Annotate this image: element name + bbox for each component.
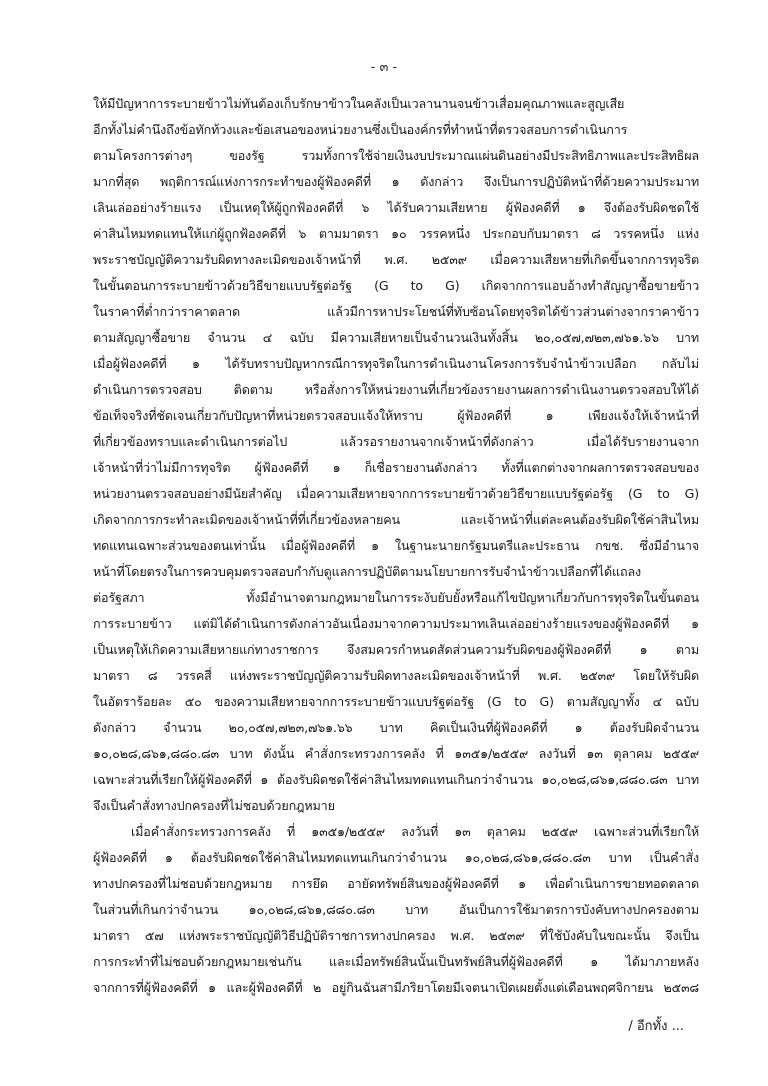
paragraph-line: มาตรา ๕๗ แห่งพระราชบัญญัติวิธีปฏิบัติราชการทางปกครอง พ.ศ. ๒๕๓๙ ที่ใช้บังคับในขณะนั้น จึงเป็น bbox=[93, 928, 699, 943]
paragraph-line: ที่เกี่ยวข้องทราบและดำเนินการต่อไป แล้วรอรายงานจากเจ้าหน้าที่ดังกล่าว เมื่อได้รับรายงานจาก bbox=[93, 434, 699, 449]
paragraph-line: เกิดจากการกระทำละเมิดของเจ้าหน้าที่ที่เกี่ยวข้องหลายคน และเจ้าหน้าที่แต่ละคนต้องรับผิดใช้ค่าสินไหม bbox=[93, 512, 699, 527]
paragraph-line: ในอัตราร้อยละ ๕๐ ของความเสียหายจากการระบายข้าวแบบรัฐต่อรัฐ (G to G) ตามสัญญาทั้ง ๔ ฉบับ bbox=[93, 694, 699, 709]
paragraph-line: ให้มีปัญหาการระบายข้าวไม่ทันต้องเก็บรักษาข้าวในคลังเป็นเวลานานจนข้าวเสื่อมคุณภาพและสูญเสีย bbox=[93, 96, 625, 111]
paragraph-line: หน้าที่โดยตรงในการควบคุมตรวจสอบกำกับดูแลการปฏิบัติตามนโยบายการรับจำนำข้าวเปลือกที่ได้แถลง bbox=[93, 564, 642, 579]
paragraph-line: ข้อเท็จจริงที่ชัดเจนเกี่ยวกับปัญหาที่หน่วยตรวจสอบแจ้งให้ทราบ ผู้ฟ้องคดีที่ ๑ เพียงแจ้งให้เจ้าหน้าที่ bbox=[93, 408, 699, 423]
continuation-note: / อีกทั้ง ... bbox=[628, 1019, 684, 1034]
paragraph-line: อีกทั้งไม่คำนึงถึงข้อทักท้วงและข้อเสนอของหน่วยงานซึ่งเป็นองค์กรที่ทำหน้าที่ตรวจสอบการดำเนินการ bbox=[93, 122, 628, 137]
paragraph-line: การระบายข้าว แต่มิได้ดำเนินการดังกล่าวอันเนื่องมาจากความประมาทเลินเล่ออย่างร้ายแรงของผู้ฟ้องคดีที่ ๑ bbox=[93, 616, 699, 631]
paragraph-line: ดำเนินการตรวจสอบ ติดตาม หรือสั่งการให้หน่วยงานที่เกี่ยวข้องรายงานผลการดำเนินงานตรวจสอบให้ได้ bbox=[93, 382, 699, 397]
paragraph-line: ตามสัญญาซื้อขาย จำนวน ๔ ฉบับ มีความเสียหายเป็นจำนวนเงินทั้งสิ้น ๒๐,๐๕๗,๗๒๓,๗๖๑.๖๖ บาท bbox=[93, 330, 699, 345]
paragraph-line: ตามโครงการต่างๆ ของรัฐ รวมทั้งการใช้จ่ายเงินงบประมาณแผ่นดินอย่างมีประสิทธิภาพและประสิทธิผล bbox=[93, 148, 699, 163]
paragraph-line: ในขั้นตอนการระบายข้าวด้วยวิธีขายแบบรัฐต่อรัฐ (G to G) เกิดจากการแอบอ้างทำสัญญาซื้อขายข้าว bbox=[93, 278, 699, 293]
paragraph-line: พระราชบัญญัติความรับผิดทางละเมิดของเจ้าหน้าที่ พ.ศ. ๒๕๓๙ เมื่อความเสียหายที่เกิดขึ้นจากการทุจริต bbox=[93, 252, 699, 267]
page-number: - ๓ - bbox=[370, 60, 398, 75]
paragraph-line: หน่วยงานตรวจสอบอย่างมีนัยสำคัญ เมื่อความเสียหายจากการระบายข้าวด้วยวิธีขายแบบรัฐต่อรัฐ (G to G) bbox=[93, 486, 699, 501]
paragraph-line: ในส่วนที่เกินกว่าจำนวน ๑๐,๐๒๘,๘๖๑,๘๘๐.๘๓ บาท อันเป็นการใช้มาตรการบังคับทางปกครองตาม bbox=[93, 902, 699, 917]
paragraph-line: มากที่สุด พฤติการณ์แห่งการกระทำของผู้ฟ้องคดีที่ ๑ ดังกล่าว จึงเป็นการปฏิบัติหน้าที่ด้วยความประมาท bbox=[93, 174, 699, 189]
paragraph-line: ในราคาที่ต่ำกว่าราคาตลาด แล้วมีการหาประโยชน์ที่ทับซ้อนโดยทุจริตได้ข้าวส่วนต่างจากราคาข้าว bbox=[93, 304, 699, 319]
paragraph-line: เมื่อผู้ฟ้องคดีที่ ๑ ได้รับทราบปัญหากรณีการทุจริตในการดำเนินงานโครงการรับจำนำข้าวเปลือก กลับไม่ bbox=[93, 356, 699, 371]
paragraph-line: จึงเป็นคำสั่งทางปกครองที่ไม่ชอบด้วยกฎหมาย bbox=[93, 798, 335, 813]
paragraph-line: ต่อรัฐสภา ทั้งมีอำนาจตามกฎหมายในการระงับยับยั้งหรือแก้ไขปัญหาเกี่ยวกับการทุจริตในขั้นตอน bbox=[93, 590, 699, 605]
paragraph-line: เลินเล่ออย่างร้ายแรง เป็นเหตุให้ผู้ถูกฟ้องคดีที่ ๖ ได้รับความเสียหาย ผู้ฟ้องคดีที่ ๑ จึงต้องรับผิดชดใช้ bbox=[93, 200, 699, 215]
paragraph-line: ดังกล่าว จำนวน ๒๐,๐๕๗,๗๒๓,๗๖๑.๖๖ บาท คิดเป็นเงินที่ผู้ฟ้องคดีที่ ๑ ต้องรับผิดจำนวน bbox=[93, 720, 699, 735]
paragraph-line: ผู้ฟ้องคดีที่ ๑ ต้องรับผิดชดใช้ค่าสินไหมทดแทนเกินกว่าจำนวน ๑๐,๐๒๘,๘๖๑,๘๘๐.๘๓ บาท เป็นคำสั่ง bbox=[93, 850, 699, 865]
paragraph-line: ค่าสินไหมทดแทนให้แก่ผู้ถูกฟ้องคดีที่ ๖ ตามมาตรา ๑๐ วรรคหนึ่ง ประกอบกับมาตรา ๘ วรรคหนึ่ง แห่ง bbox=[93, 226, 699, 241]
paragraph-line: ทดแทนเฉพาะส่วนของตนเท่านั้น เมื่อผู้ฟ้องคดีที่ ๑ ในฐานะนายกรัฐมนตรีและประธาน กขช. ซึ่งมีอำนาจ bbox=[93, 538, 699, 553]
paragraph-line: เฉพาะส่วนที่เรียกให้ผู้ฟ้องคดีที่ ๑ ต้องรับผิดชดใช้ค่าสินไหมทดแทนเกินกว่าจำนวน ๑๐,๐๒๘,๘๖๑,๘๘๐.๘๓ บาท bbox=[93, 772, 699, 787]
paragraph-line: ๑๐,๐๒๘,๘๖๑,๘๘๐.๘๓ บาท ดังนั้น คำสั่งกระทรวงการคลัง ที่ ๑๓๕๑/๒๕๕๙ ลงวันที่ ๑๓ ตุลาคม ๒๕๕๙ bbox=[93, 746, 699, 761]
paragraph-line: จากการที่ผู้ฟ้องคดีที่ ๑ และผู้ฟ้องคดีที่ ๒ อยู่กินฉันสามีภริยาโดยมีเจตนาเปิดเผยตั้งแต่เดือนพฤศจิกายน ๒๕๓๘ bbox=[93, 980, 699, 995]
paragraph-line: เป็นเหตุให้เกิดความเสียหายแก่ทางราชการ จึงสมควรกำหนดสัดส่วนความรับผิดของผู้ฟ้องคดีที่ ๑ ตาม bbox=[93, 642, 699, 657]
paragraph-line: การกระทำที่ไม่ชอบด้วยกฎหมายเช่นกัน และเมื่อทรัพย์สินนั้นเป็นทรัพย์สินที่ผู้ฟ้องคดีที่ ๑ ได้มาภายหลัง bbox=[93, 954, 699, 969]
paragraph-line: เจ้าหน้าที่ว่าไม่มีการทุจริต ผู้ฟ้องคดีที่ ๑ ก็เชื่อรายงานดังกล่าว ทั้งที่แตกต่างจากผลการตรวจสอบของ bbox=[93, 460, 699, 475]
paragraph-line: เมื่อคำสั่งกระทรวงการคลัง ที่ ๑๓๕๑/๒๕๕๙ ลงวันที่ ๑๓ ตุลาคม ๒๕๕๙ เฉพาะส่วนที่เรียกให้ bbox=[131, 824, 699, 839]
paragraph-line: ทางปกครองที่ไม่ชอบด้วยกฎหมาย การยึด อายัดทรัพย์สินของผู้ฟ้องคดีที่ ๑ เพื่อดำเนินการขายทอดตลาด bbox=[93, 876, 699, 891]
paragraph-line: มาตรา ๘ วรรคสี่ แห่งพระราชบัญญัติความรับผิดทางละเมิดของเจ้าหน้าที่ พ.ศ. ๒๕๓๙ โดยให้รับผิด bbox=[93, 668, 699, 683]
